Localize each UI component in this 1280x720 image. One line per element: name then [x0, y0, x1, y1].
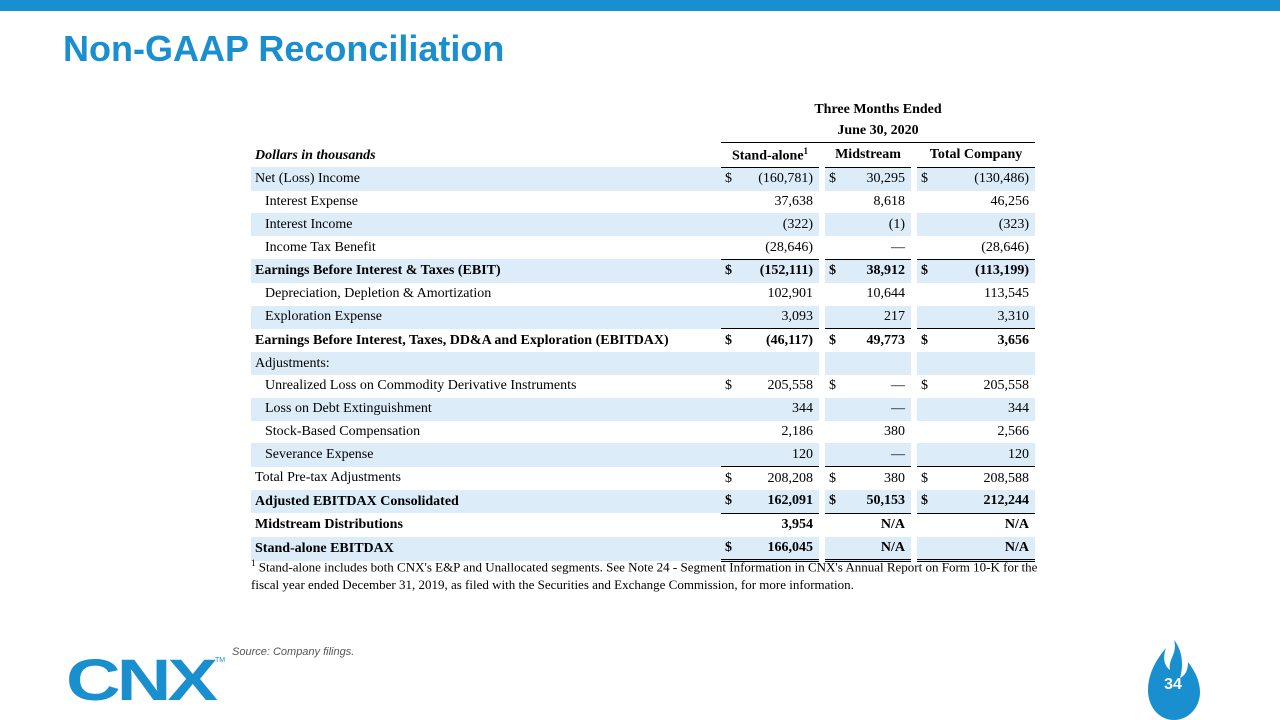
- col-header-standalone: [721, 144, 819, 167]
- row-label: Severance Expense: [251, 443, 721, 466]
- table-row: [251, 513, 1035, 536]
- total-currency: [917, 213, 939, 236]
- midstream-value: (1): [847, 213, 911, 236]
- midstream-value: 8,618: [873, 193, 906, 209]
- standalone-value: 2,186: [781, 423, 814, 439]
- total-value: 344: [939, 398, 1035, 421]
- standalone-currency: [721, 513, 743, 536]
- standalone-currency: [721, 306, 743, 329]
- total-currency: [917, 513, 939, 536]
- row-label: Interest Income: [251, 213, 721, 236]
- table-row: [251, 213, 1035, 236]
- midstream-currency: [825, 443, 847, 466]
- table-row: [251, 490, 1035, 513]
- standalone-currency: [721, 352, 743, 375]
- standalone-value: 162,091: [743, 490, 819, 513]
- date-header: June 30, 2020: [837, 123, 919, 138]
- row-label: Loss on Debt Extinguishment: [251, 398, 721, 421]
- total-currency: [917, 306, 939, 329]
- table-row: [251, 352, 1035, 375]
- col-header-total-company: Total Company: [917, 144, 1035, 167]
- midstream-value: [847, 352, 911, 375]
- standalone-currency: [721, 398, 743, 421]
- midstream-value: 30,295: [847, 167, 911, 190]
- total-value: 3,656: [997, 332, 1030, 348]
- row-label: Adjusted EBITDAX Consolidated: [251, 490, 721, 513]
- row-label: Interest Expense: [265, 193, 358, 209]
- page-number: 34: [1164, 676, 1182, 693]
- row-label: Midstream Distributions: [255, 516, 403, 532]
- midstream-value: 217: [847, 306, 911, 329]
- total-value: 205,558: [983, 378, 1030, 394]
- standalone-value: 102,901: [767, 286, 814, 302]
- table-row: [251, 398, 1035, 421]
- standalone-value: 344: [743, 398, 819, 421]
- total-currency: $: [917, 490, 939, 513]
- cnx-logo: [66, 650, 228, 706]
- reconciliation-table: [251, 144, 1035, 562]
- standalone-currency: $: [725, 470, 732, 486]
- midstream-value: 38,912: [847, 259, 911, 282]
- midstream-value: 380: [884, 470, 906, 486]
- units-label: Dollars in thousands: [255, 147, 376, 163]
- total-value: 113,545: [984, 286, 1030, 302]
- midstream-currency: [825, 191, 847, 214]
- table-row: [251, 467, 1035, 490]
- midstream-currency: [825, 513, 847, 536]
- total-currency: $: [917, 167, 939, 190]
- page-title: Non-GAAP Reconciliation: [63, 28, 505, 69]
- midstream-value: 49,773: [866, 332, 906, 348]
- midstream-value: —: [847, 236, 911, 259]
- col-header-standalone-text: Stand-alone: [731, 148, 804, 164]
- standalone-value: (46,117): [765, 332, 814, 348]
- standalone-currency: $: [721, 537, 743, 561]
- midstream-currency: [825, 236, 847, 259]
- midstream-value: 10,644: [866, 286, 906, 302]
- total-currency: $: [921, 378, 929, 394]
- total-currency: [917, 236, 939, 259]
- footnote: [251, 554, 1041, 594]
- standalone-value: 3,093: [743, 306, 819, 329]
- row-label: Exploration Expense: [251, 306, 721, 329]
- total-currency: $: [917, 259, 939, 282]
- total-value: (323): [939, 213, 1035, 236]
- row-label: Earnings Before Interest & Taxes (EBIT): [251, 259, 721, 282]
- standalone-value: (322): [743, 213, 819, 236]
- total-value: 3,310: [939, 306, 1035, 329]
- total-value: [939, 352, 1035, 375]
- standalone-currency: $: [721, 259, 743, 282]
- row-label: Stock-Based Compensation: [265, 423, 421, 439]
- standalone-currency: [721, 421, 743, 444]
- standalone-value: 3,954: [781, 517, 814, 533]
- column-header-row: [251, 144, 1035, 167]
- table-row: [251, 375, 1035, 398]
- row-label: Depreciation, Depletion & Amortization: [265, 286, 492, 302]
- total-currency: [917, 352, 939, 375]
- midstream-currency: $: [825, 490, 847, 513]
- row-label: Total Pre-tax Adjustments: [255, 470, 402, 486]
- top-accent-bar: [0, 0, 1280, 11]
- standalone-value: 166,045: [743, 537, 819, 561]
- midstream-value: N/A: [847, 537, 911, 561]
- midstream-currency: [825, 283, 847, 306]
- standalone-value: 120: [743, 443, 819, 466]
- midstream-value: —: [847, 443, 911, 466]
- table-row: [251, 283, 1035, 306]
- total-currency: [917, 283, 939, 306]
- footnote-marker: 1: [251, 558, 256, 568]
- midstream-value: 380: [884, 423, 906, 439]
- standalone-currency: [721, 236, 743, 259]
- table-row: [251, 421, 1035, 444]
- standalone-value: 205,558: [767, 378, 814, 394]
- standalone-currency: $: [721, 490, 743, 513]
- period-header: Three Months Ended: [814, 102, 942, 117]
- standalone-currency: [721, 191, 743, 214]
- source-note: Source: Company filings.: [232, 646, 355, 658]
- footnote-text: Stand-alone includes both CNX's E&P and Unallocated segments. See Note 24 - Segment Information in CNX's Annual Report on Form 10-K for the fiscal year ended December 31, 2019, as filed with the Securities and Exchange Commission, for more information.: [251, 559, 1038, 593]
- total-currency: $: [921, 470, 929, 486]
- row-label: Stand-alone EBITDAX: [251, 537, 721, 561]
- header-underline: [721, 142, 1035, 143]
- standalone-currency: [721, 283, 743, 306]
- standalone-value: [743, 352, 819, 375]
- total-currency: [917, 443, 939, 466]
- total-value: 120: [939, 443, 1035, 466]
- total-value: (113,199): [939, 259, 1035, 282]
- midstream-currency: [825, 421, 847, 444]
- table-row: [251, 236, 1035, 259]
- logo-trademark: TM: [215, 657, 226, 664]
- total-value: (130,486): [939, 167, 1035, 190]
- midstream-currency: $: [829, 332, 837, 348]
- total-value: 46,256: [990, 193, 1030, 209]
- midstream-value: N/A: [880, 517, 906, 533]
- col-header-midstream: Midstream: [825, 144, 911, 167]
- row-label: Earnings Before Interest, Taxes, DD&A and Exploration (EBITDAX): [255, 332, 669, 348]
- standalone-value: (28,646): [743, 236, 819, 259]
- standalone-currency: $: [721, 167, 743, 190]
- total-currency: [917, 398, 939, 421]
- midstream-currency: $: [829, 470, 837, 486]
- standalone-value: (152,111): [743, 259, 819, 282]
- midstream-value: 50,153: [847, 490, 911, 513]
- total-value: N/A: [1004, 517, 1030, 533]
- col-header-footnote-marker: 1: [803, 146, 809, 157]
- total-currency: $: [921, 332, 929, 348]
- standalone-currency: [721, 213, 743, 236]
- table-row: [251, 443, 1035, 466]
- standalone-value: 208,208: [767, 470, 814, 486]
- table-row: [251, 191, 1035, 214]
- standalone-currency: [721, 443, 743, 466]
- standalone-currency: $: [725, 332, 732, 348]
- standalone-value: (160,781): [743, 167, 819, 190]
- midstream-currency: [825, 306, 847, 329]
- midstream-currency: [825, 213, 847, 236]
- midstream-currency: [825, 398, 847, 421]
- row-label: Income Tax Benefit: [265, 239, 376, 255]
- total-value: N/A: [939, 537, 1035, 561]
- table-row: [251, 306, 1035, 329]
- total-currency: [917, 191, 939, 214]
- midstream-currency: $: [825, 259, 847, 282]
- total-value: 208,588: [983, 470, 1030, 486]
- row-label: Adjustments:: [251, 352, 721, 375]
- standalone-value: 37,638: [774, 193, 814, 209]
- midstream-value: —: [847, 398, 911, 421]
- total-value: 2,566: [997, 423, 1030, 439]
- table-row: [251, 167, 1035, 190]
- total-value: 212,244: [939, 490, 1035, 513]
- row-label: Net (Loss) Income: [251, 167, 721, 190]
- total-currency: [917, 421, 939, 444]
- midstream-currency: $: [829, 378, 837, 394]
- table-row: [251, 259, 1035, 282]
- table-row: [251, 329, 1035, 352]
- midstream-currency: $: [825, 167, 847, 190]
- midstream-value: —: [891, 378, 906, 394]
- standalone-currency: $: [725, 378, 732, 394]
- logo-wordmark: CNX: [66, 650, 219, 706]
- midstream-currency: [825, 352, 847, 375]
- row-label: Unrealized Loss on Commodity Derivative Instruments: [265, 378, 577, 394]
- total-value: (28,646): [939, 236, 1035, 259]
